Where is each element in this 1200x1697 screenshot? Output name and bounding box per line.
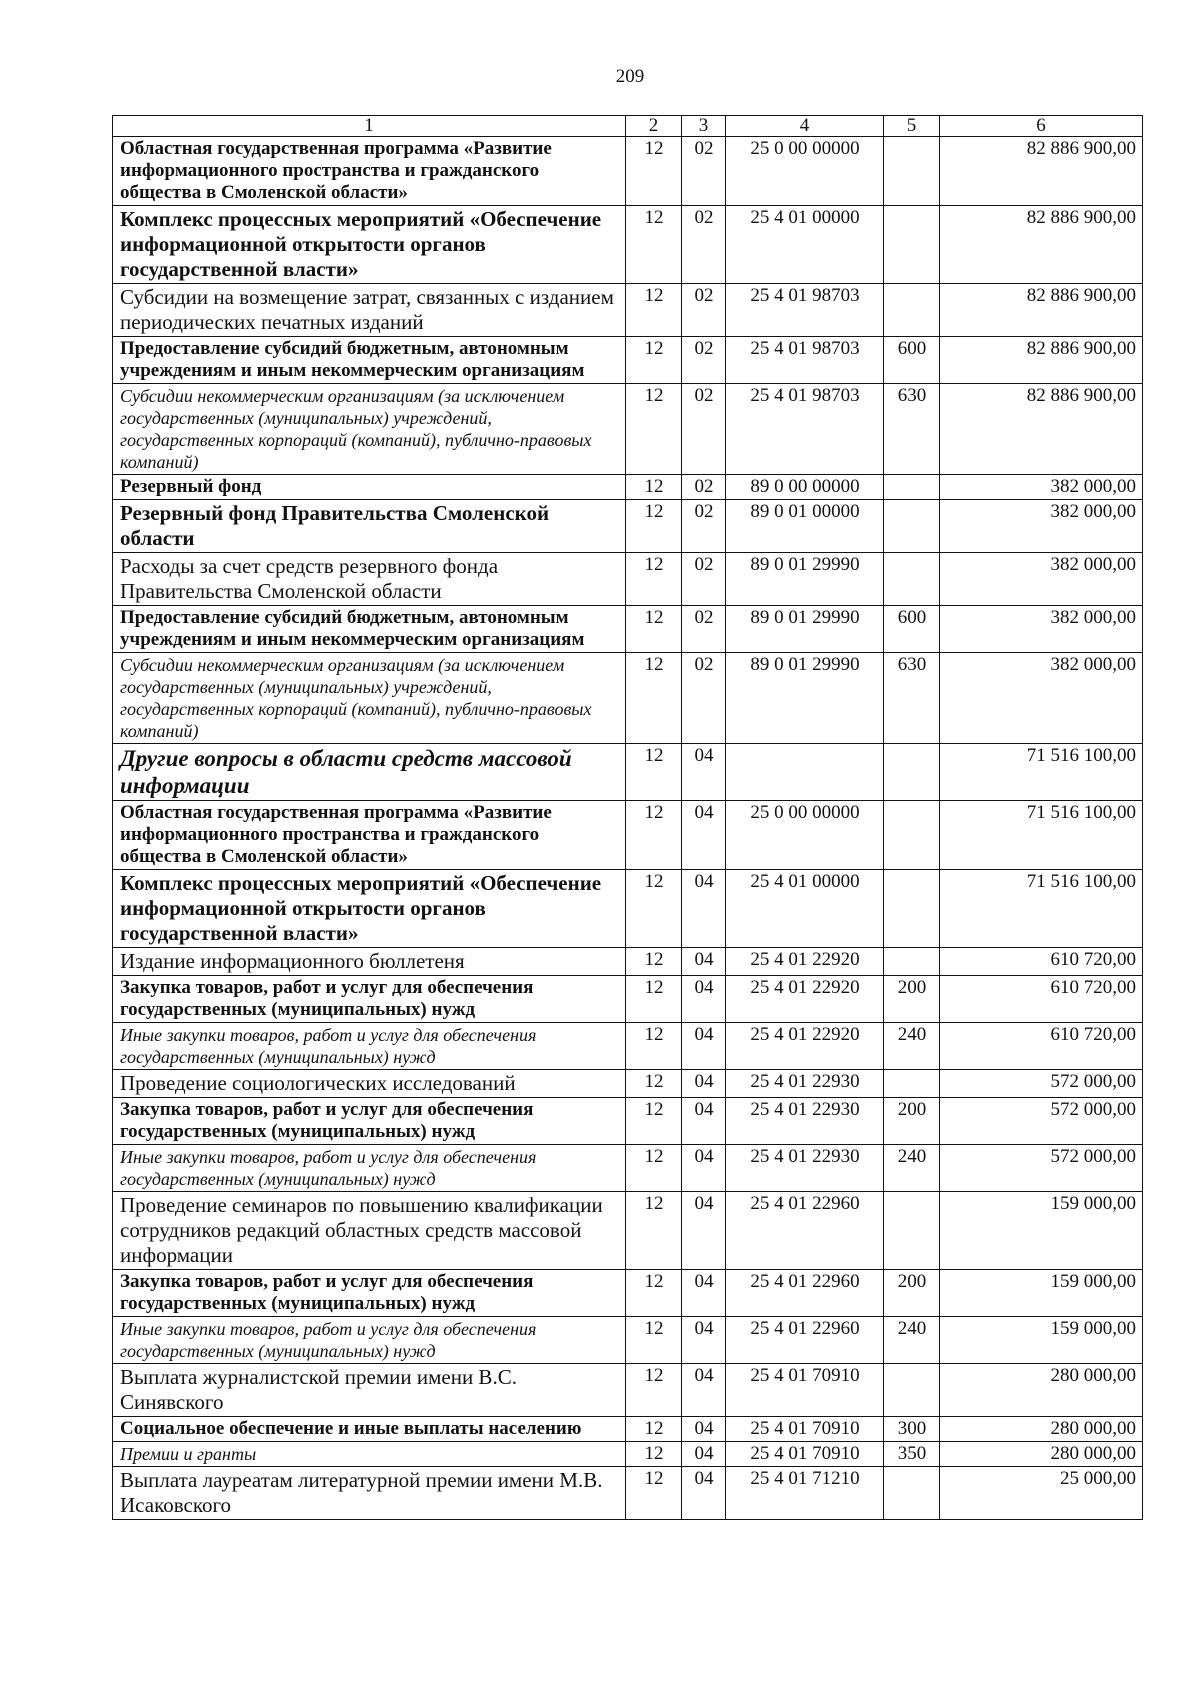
row-amount: 71 516 100,00 [940, 801, 1143, 870]
table-row [113, 1442, 1143, 1467]
table-row [113, 948, 1143, 976]
row-description: Областная государственная программа «Развитие информационного пространства и гражданского общества в Смоленской области» [113, 801, 626, 870]
row-amount: 82 886 900,00 [940, 206, 1143, 284]
page-number: 209 [615, 66, 645, 87]
table-row [113, 1023, 1143, 1070]
table-row [113, 500, 1143, 553]
row-section-code: 12 [626, 1467, 682, 1520]
row-description: Премии и гранты [113, 1442, 626, 1467]
row-subsection-code: 04 [682, 1023, 726, 1070]
row-amount: 159 000,00 [940, 1317, 1143, 1364]
row-target-article: 25 4 01 22930 [726, 1098, 884, 1145]
row-amount: 572 000,00 [940, 1070, 1143, 1098]
row-section-code: 12 [626, 801, 682, 870]
row-expense-type: 630 [884, 653, 940, 744]
row-target-article [726, 744, 884, 801]
row-target-article: 89 0 01 29990 [726, 653, 884, 744]
row-expense-type [884, 553, 940, 606]
row-subsection-code: 02 [682, 500, 726, 553]
row-target-article: 25 4 01 22960 [726, 1317, 884, 1364]
row-target-article: 25 4 01 98703 [726, 337, 884, 384]
row-subsection-code: 04 [682, 1364, 726, 1417]
row-target-article: 25 4 01 00000 [726, 870, 884, 948]
row-section-code: 12 [626, 500, 682, 553]
row-subsection-code: 02 [682, 206, 726, 284]
row-target-article: 25 4 01 22930 [726, 1070, 884, 1098]
row-description: Иные закупки товаров, работ и услуг для обеспечения государственных (муниципальных) нужд [113, 1145, 626, 1192]
row-description: Издание информационного бюллетеня [113, 948, 626, 976]
row-section-code: 12 [626, 1442, 682, 1467]
table-row [113, 284, 1143, 337]
row-expense-type: 350 [884, 1442, 940, 1467]
row-subsection-code: 02 [682, 337, 726, 384]
table-row [113, 1145, 1143, 1192]
row-description: Резервный фонд Правительства Смоленской области [113, 500, 626, 553]
table-row [113, 870, 1143, 948]
row-section-code: 12 [626, 1098, 682, 1145]
row-description: Областная государственная программа «Развитие информационного пространства и гражданского общества в Смоленской области» [113, 137, 626, 206]
row-section-code: 12 [626, 1317, 682, 1364]
row-subsection-code: 04 [682, 976, 726, 1023]
row-section-code: 12 [626, 553, 682, 606]
row-section-code: 12 [626, 948, 682, 976]
table-row [113, 1098, 1143, 1145]
row-description: Предоставление субсидий бюджетным, автономным учреждениям и иным некоммерческим организациям [113, 337, 626, 384]
row-section-code: 12 [626, 1364, 682, 1417]
row-expense-type: 240 [884, 1317, 940, 1364]
row-subsection-code: 04 [682, 870, 726, 948]
row-amount: 159 000,00 [940, 1192, 1143, 1270]
row-subsection-code: 04 [682, 1317, 726, 1364]
row-target-article: 25 4 01 22960 [726, 1270, 884, 1317]
row-subsection-code: 02 [682, 384, 726, 475]
table-header-row [113, 116, 1143, 137]
header-col-4: 4 [726, 116, 884, 137]
row-expense-type: 630 [884, 384, 940, 475]
row-expense-type: 200 [884, 976, 940, 1023]
row-subsection-code: 04 [682, 1442, 726, 1467]
row-target-article: 25 4 01 70910 [726, 1442, 884, 1467]
row-description: Закупка товаров, работ и услуг для обеспечения государственных (муниципальных) нужд [113, 1098, 626, 1145]
row-expense-type [884, 801, 940, 870]
row-description: Субсидии на возмещение затрат, связанных с изданием периодических печатных изданий [113, 284, 626, 337]
row-expense-type [884, 284, 940, 337]
row-description: Иные закупки товаров, работ и услуг для обеспечения государственных (муниципальных) нужд [113, 1317, 626, 1364]
row-amount: 572 000,00 [940, 1098, 1143, 1145]
row-section-code: 12 [626, 475, 682, 500]
row-subsection-code: 02 [682, 653, 726, 744]
table-row [113, 206, 1143, 284]
row-expense-type: 200 [884, 1270, 940, 1317]
row-expense-type [884, 206, 940, 284]
row-amount: 71 516 100,00 [940, 744, 1143, 801]
row-subsection-code: 02 [682, 475, 726, 500]
row-amount: 71 516 100,00 [940, 870, 1143, 948]
row-expense-type [884, 744, 940, 801]
row-expense-type: 240 [884, 1023, 940, 1070]
row-target-article: 25 4 01 98703 [726, 284, 884, 337]
table-row [113, 1467, 1143, 1520]
row-section-code: 12 [626, 653, 682, 744]
row-subsection-code: 02 [682, 553, 726, 606]
header-col-5: 5 [884, 116, 940, 137]
row-amount: 382 000,00 [940, 606, 1143, 653]
row-expense-type: 600 [884, 337, 940, 384]
row-description: Выплата журналистской премии имени В.С. Синявского [113, 1364, 626, 1417]
row-section-code: 12 [626, 1270, 682, 1317]
row-expense-type [884, 1364, 940, 1417]
row-section-code: 12 [626, 1145, 682, 1192]
row-target-article: 25 4 01 00000 [726, 206, 884, 284]
row-expense-type [884, 1192, 940, 1270]
row-target-article: 89 0 00 00000 [726, 475, 884, 500]
row-description: Выплата лауреатам литературной премии имени М.В. Исаковского [113, 1467, 626, 1520]
row-subsection-code: 02 [682, 284, 726, 337]
row-section-code: 12 [626, 384, 682, 475]
row-subsection-code: 04 [682, 1467, 726, 1520]
row-target-article: 25 4 01 70910 [726, 1417, 884, 1442]
row-expense-type [884, 948, 940, 976]
row-amount: 280 000,00 [940, 1442, 1143, 1467]
table-row [113, 1270, 1143, 1317]
row-amount: 610 720,00 [940, 976, 1143, 1023]
row-section-code: 12 [626, 606, 682, 653]
header-col-3: 3 [682, 116, 726, 137]
row-section-code: 12 [626, 1192, 682, 1270]
row-subsection-code: 02 [682, 606, 726, 653]
table-row [113, 744, 1143, 801]
row-section-code: 12 [626, 1417, 682, 1442]
row-amount: 82 886 900,00 [940, 384, 1143, 475]
row-subsection-code: 04 [682, 801, 726, 870]
table-row [113, 1417, 1143, 1442]
row-section-code: 12 [626, 870, 682, 948]
table-row [113, 137, 1143, 206]
table-row [113, 1192, 1143, 1270]
table-body [113, 137, 1143, 1520]
row-subsection-code: 04 [682, 1417, 726, 1442]
row-amount: 610 720,00 [940, 948, 1143, 976]
row-target-article: 25 0 00 00000 [726, 137, 884, 206]
row-expense-type [884, 1467, 940, 1520]
row-description: Иные закупки товаров, работ и услуг для обеспечения государственных (муниципальных) нужд [113, 1023, 626, 1070]
header-col-2: 2 [626, 116, 682, 137]
row-subsection-code: 04 [682, 1270, 726, 1317]
table-row [113, 1364, 1143, 1417]
table-row [113, 384, 1143, 475]
row-target-article: 25 4 01 22920 [726, 1023, 884, 1070]
row-target-article: 25 4 01 22920 [726, 976, 884, 1023]
row-section-code: 12 [626, 337, 682, 384]
row-target-article: 25 4 01 70910 [726, 1364, 884, 1417]
row-subsection-code: 02 [682, 137, 726, 206]
header-col-1: 1 [113, 116, 626, 137]
row-description: Субсидии некоммерческим организациям (за исключением государственных (муниципальных) учреждений, государственных корпораций (компаний), публично-правовых компаний) [113, 384, 626, 475]
row-subsection-code: 04 [682, 1192, 726, 1270]
row-section-code: 12 [626, 744, 682, 801]
row-expense-type [884, 870, 940, 948]
row-target-article: 25 4 01 71210 [726, 1467, 884, 1520]
row-description: Другие вопросы в области средств массовой информации [113, 744, 626, 801]
row-expense-type [884, 500, 940, 553]
row-target-article: 25 4 01 98703 [726, 384, 884, 475]
table-row [113, 1317, 1143, 1364]
row-description: Проведение семинаров по повышению квалификации сотрудников редакций областных средств массовой информации [113, 1192, 626, 1270]
row-expense-type: 600 [884, 606, 940, 653]
row-expense-type: 200 [884, 1098, 940, 1145]
row-description: Социальное обеспечение и иные выплаты населению [113, 1417, 626, 1442]
row-target-article: 89 0 01 00000 [726, 500, 884, 553]
table-row [113, 553, 1143, 606]
row-amount: 82 886 900,00 [940, 337, 1143, 384]
row-expense-type [884, 1070, 940, 1098]
row-amount: 82 886 900,00 [940, 284, 1143, 337]
table-row [113, 801, 1143, 870]
row-amount: 382 000,00 [940, 553, 1143, 606]
row-section-code: 12 [626, 1070, 682, 1098]
row-subsection-code: 04 [682, 1070, 726, 1098]
row-description: Закупка товаров, работ и услуг для обеспечения государственных (муниципальных) нужд [113, 976, 626, 1023]
row-amount: 382 000,00 [940, 500, 1143, 553]
row-target-article: 25 4 01 22960 [726, 1192, 884, 1270]
row-description: Субсидии некоммерческим организациям (за исключением государственных (муниципальных) учреждений, государственных корпораций (компаний), публично-правовых компаний) [113, 653, 626, 744]
row-amount: 280 000,00 [940, 1364, 1143, 1417]
row-target-article: 25 0 00 00000 [726, 801, 884, 870]
table-row [113, 606, 1143, 653]
row-amount: 159 000,00 [940, 1270, 1143, 1317]
row-amount: 610 720,00 [940, 1023, 1143, 1070]
row-target-article: 89 0 01 29990 [726, 553, 884, 606]
row-subsection-code: 04 [682, 744, 726, 801]
row-section-code: 12 [626, 284, 682, 337]
row-section-code: 12 [626, 206, 682, 284]
row-description: Комплекс процессных мероприятий «Обеспечение информационной открытости органов государственной власти» [113, 206, 626, 284]
row-subsection-code: 04 [682, 1145, 726, 1192]
row-description: Расходы за счет средств резервного фонда Правительства Смоленской области [113, 553, 626, 606]
row-amount: 25 000,00 [940, 1467, 1143, 1520]
table-row [113, 475, 1143, 500]
row-section-code: 12 [626, 137, 682, 206]
row-expense-type: 300 [884, 1417, 940, 1442]
row-target-article: 25 4 01 22920 [726, 948, 884, 976]
row-section-code: 12 [626, 1023, 682, 1070]
row-description: Проведение социологических исследований [113, 1070, 626, 1098]
row-amount: 82 886 900,00 [940, 137, 1143, 206]
row-description: Резервный фонд [113, 475, 626, 500]
table-row [113, 976, 1143, 1023]
table-row [113, 337, 1143, 384]
row-expense-type [884, 475, 940, 500]
table-row [113, 1070, 1143, 1098]
row-amount: 572 000,00 [940, 1145, 1143, 1192]
header-col-6: 6 [940, 116, 1143, 137]
table-row [113, 653, 1143, 744]
row-subsection-code: 04 [682, 1098, 726, 1145]
row-description: Закупка товаров, работ и услуг для обеспечения государственных (муниципальных) нужд [113, 1270, 626, 1317]
row-description: Предоставление субсидий бюджетным, автономным учреждениям и иным некоммерческим организациям [113, 606, 626, 653]
row-subsection-code: 04 [682, 948, 726, 976]
row-section-code: 12 [626, 976, 682, 1023]
row-amount: 382 000,00 [940, 475, 1143, 500]
budget-table [112, 115, 1143, 1520]
row-description: Комплекс процессных мероприятий «Обеспечение информационной открытости органов государственной власти» [113, 870, 626, 948]
row-expense-type: 240 [884, 1145, 940, 1192]
row-target-article: 25 4 01 22930 [726, 1145, 884, 1192]
row-target-article: 89 0 01 29990 [726, 606, 884, 653]
row-amount: 280 000,00 [940, 1417, 1143, 1442]
row-expense-type [884, 137, 940, 206]
row-amount: 382 000,00 [940, 653, 1143, 744]
